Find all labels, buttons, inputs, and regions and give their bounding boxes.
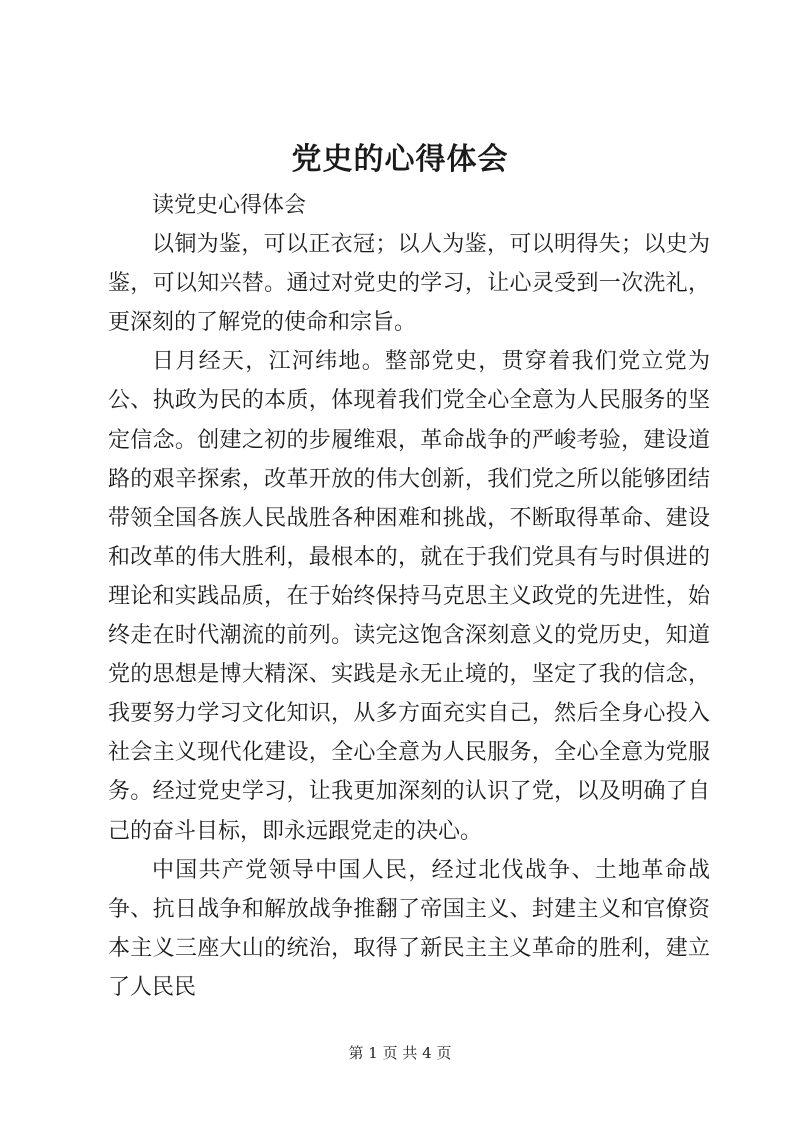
page-number-footer: 第 1 页 共 4 页 xyxy=(348,1044,452,1062)
paragraph-2: 日月经天，江河纬地。整部党史，贯穿着我们党立党为公、执政为民的本质，体现着我们党全心全意为人民服务的坚定信念。创建之初的步履维艰，革命战争的严峻考验，建设道路的艰辛探索，改革开放的伟大创新，我们党之所以能够团结带领全国各族人民战胜各种困难和挑战，不断取得革命、建设和改革的伟大胜利，最根本的，就在于我们党具有与时俱进的理论和实践品质，在于始终保持马克思主义政党的先进性，始终走在时代潮流的前列。读完这饱含深刻意义的党历史，知道党的思想是博大精深、实践是永无止境的，坚定了我的信念，我要努力学习文化知识，从多方面充实自己，然后全身心投入社会主义现代化建设，全心全意为人民服务，全心全意为党服务。经过党史学习，让我更加深刻的认识了党，以及明确了自己的奋斗目标，即永远跟党走的决心。 xyxy=(108,349,710,844)
paragraph-1: 以铜为鉴，可以正衣冠；以人为鉴，可以明得失；以史为鉴，可以知兴替。通过对党史的学习，让心灵受到一次洗礼，更深刻的了解党的使命和宗旨。 xyxy=(108,232,710,336)
document-title: 党史的心得体会 xyxy=(291,142,509,177)
document-body xyxy=(108,186,710,1007)
paragraph-3: 中国共产党领导中国人民，经过北伐战争、土地革命战争、抗日战争和解放战争推翻了帝国主义、封建主义和官僚资本主义三座大山的统治，取得了新民主主义革命的胜利，建立了人民民 xyxy=(108,857,710,1000)
paragraph-subtitle: 读党史心得体会 xyxy=(152,193,307,218)
